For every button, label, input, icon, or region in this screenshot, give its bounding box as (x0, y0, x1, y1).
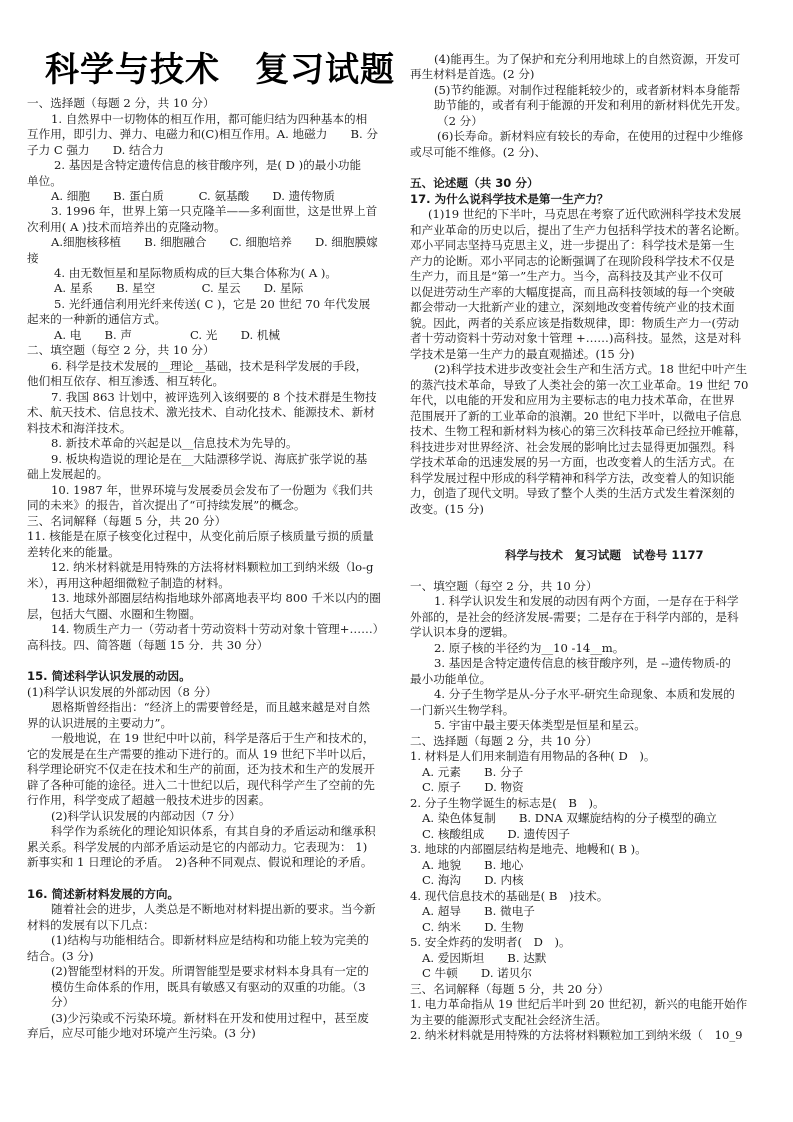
text-line: 一、填空题（每空 2 分，共 10 分） (410, 579, 598, 593)
text-line: 恩格斯曾经指出：“经济上的需要曾经是，而且越来越是对自然 (51, 700, 370, 714)
text-line: (3)少污染或不污染环境。新材料在开发和使用过程中，甚至废 (51, 1011, 369, 1025)
text-line: (4)能再生。为了保护和充分利用地球上的自然资源，开发可 (434, 52, 741, 66)
text-line: 差转化来的能量。 (27, 545, 120, 559)
text-line: 3. 基因是含特定遗传信息的核苷酸序列，是 --遗传物质-的 (434, 656, 731, 670)
text-line: 以促进劳动生产率的大幅度提高，而且高科技领域的每一个突破 (410, 285, 735, 299)
text-line: 9. 板块构造说的理论是在__大陆漂移学说、海底扩张学说的基 (51, 452, 368, 466)
text-line: 学技术是第一生产力的最直观描述。(15 分) (410, 347, 635, 361)
text-line: 单位。 (27, 174, 62, 188)
text-line: 产力的论断。邓小平同志的论断强调了在现阶段科学技术不仅是 (410, 254, 735, 268)
text-line: 接 (27, 251, 39, 265)
text-line: 3. 地球的内部圈层结构是地壳、地幔和( B )。 (410, 842, 647, 856)
text-line: 7. 我国 863 计划中，被评选列入该纲要的 8 个技术群是生物技 (51, 390, 377, 404)
text-line: 的蒸汽技术革命，导致了人类社会的第一次工业革命。19 世纪 70 (410, 378, 749, 392)
text-line: (5)节约能源。对制作过程能耗较少的，或者新材料本身能帮 (434, 83, 741, 97)
text-line: 或尽可能不维修。(2 分)、 (410, 145, 547, 159)
text-line: A. 染色体复制 B. DNA 双螺旋结构的分子模型的确立 (422, 811, 718, 825)
text-line: 学技术革命的迅速发展的另一方面，也改变着人的生活方式。在 (410, 455, 735, 469)
text-line: 6. 科学是技术发展的__理论__基础，技术是科学发展的手段， (51, 359, 368, 373)
text-line: 貌。因此，两者的关系应该是指数规律，即：物质生产力一(劳动 (410, 316, 740, 330)
text-line: 科学作为系统化的理论知识体系，有其自身的矛盾运动和继承积 (51, 824, 376, 838)
text-line: C. 核酸组成 D. 遗传因子 (422, 827, 571, 841)
text-line: 高科技。四、简答题（每题 15 分．共 30 分） (27, 638, 269, 652)
text-line: 2. 原子核的半径约为__10 -14__m。 (434, 641, 625, 655)
text-line: A. 星系 B. 星空 C. 星云 D. 星际 (54, 281, 304, 295)
text-line: 2. 基因是含特定遗传信息的核苷酸序列，是( D )的最小功能 (54, 158, 362, 172)
text-line: 3. 1996 年，世界上第一只克隆羊——多利面世，这是世界上首 (51, 204, 378, 218)
text-line: (1)19 世纪的下半叶，马克思在考察了近代欧洲科学技术发展 (428, 207, 742, 221)
text-line: 2. 纳米材料就是用特殊的方法将材料颗粒加工到纳米级（ 10_9 (410, 1028, 743, 1042)
text-line: 行作用，科学变成了超越一般技术进步的因素。 (27, 793, 271, 807)
text-line: 随着社会的进步，人类总是不断地对材料提出新的要求。当今新 (51, 902, 376, 916)
text-line: A. 电 B. 声 C. 光 D. 机械 (54, 328, 281, 342)
text-line: 2. 分子生物学诞生的标志是( B )。 (410, 796, 605, 810)
text-line: A. 超导 B. 微电子 (422, 904, 535, 918)
text-line: 科技进步对世界经济、社会发展的影响比过去显得更加强烈。科 (410, 440, 735, 454)
text-line: A. 地貌 B. 地心 (422, 858, 524, 872)
text-line: 术、航天技术、信息技术、激光技术、自动化技术、能源技术、新材 (27, 405, 375, 419)
text-line: 同的未来》的报告，首次提出了“可持续发展”的概念。 (27, 498, 306, 512)
text-line: 11. 核能是在原子核变化过程中，从变化前后原子核质量亏损的质量 (27, 529, 374, 543)
text-line: A.细胞核移植 B. 细胞融合 C. 细胞培养 D. 细胞膜嫁 (51, 235, 378, 249)
text-line: （2 分） (437, 114, 483, 128)
text-line: 1. 电力革命指从 19 世纪后半叶到 20 世纪初，新兴的电能开始作 (410, 997, 748, 1011)
text-line: (2)科学技术进步改变社会生产和生活方式。18 世纪中叶产生 (434, 362, 748, 376)
text-line: 都会带动一大批新产业的建立，深刻地改变着传统产业的技术面 (410, 300, 735, 314)
text-line: 最小功能单位。 (410, 672, 492, 686)
text-line: 分） (51, 995, 75, 1009)
text-line: C. 纳米 D. 生物 (422, 920, 524, 934)
text-line: C. 海沟 D. 内核 (422, 873, 524, 887)
text-line: 互作用，即引力、弹力、电磁力和(C)相互作用。A. 地磁力 B. 分 (27, 127, 378, 141)
text-line: 一、选择题（每题 2 分，共 10 分） (27, 96, 215, 110)
text-line: 4. 由无数恒星和星际物质构成的巨大集合体称为( A )。 (54, 266, 338, 280)
text-line: 二、选择题（每题 2 分，共 10 分） (410, 734, 598, 748)
text-line: 改变。(15 分) (410, 502, 484, 516)
text-line: 5. 安全炸药的发明者( D )。 (410, 935, 571, 949)
text-line: 弃后，应尽可能少地对环境产生污染。(3 分) (27, 1026, 256, 1040)
text-line: 8. 新技术革命的兴起是以__信息技术为先导的。 (51, 436, 298, 450)
text-line: 1. 自然界中一切物体的相互作用，都可能归结为四种基本的相 (51, 112, 368, 126)
text-line: (1)结构与功能相结合。即新材料应是结构和功能上较为完美的 (51, 933, 369, 947)
text-line: 5. 宇宙中最主要天体类型是恒星和星云。 (434, 718, 646, 732)
heading-line: 五、论述题（共 30 分） (410, 176, 539, 190)
text-line: 料技术和海洋技术。 (27, 421, 132, 435)
text-line: 学认识本身的逻辑。 (410, 625, 515, 639)
text-line: A. 爱因斯坦 B. 达默 (422, 951, 547, 965)
text-line: 米），再用这种超细微粒子制造的材料。 (27, 576, 230, 590)
text-line: 范围展开了新的工业革命的浪潮。20 世纪下半叶，以微电子信息 (410, 409, 742, 423)
text-line: (1)科学认识发展的外部动因（8 分） (27, 685, 217, 699)
text-line: 者十劳动资料十劳动对象十管理 +……)高科技。显然，这是对科 (410, 331, 741, 345)
text-line: C. 原子 D. 物资 (422, 780, 524, 794)
text-line: 结合。(3 分) (27, 949, 94, 963)
text-line: 他们相互依存、相互渗透、相互转化。 (27, 374, 225, 388)
text-line: 1. 科学认识发生和发展的动因有两个方面，一是存在于科学 (434, 594, 739, 608)
text-line: 材料的发展有以下几点： (27, 918, 155, 932)
text-line: 4. 分子生物学是从-分子水平-研究生命现象、本质和发展的 (434, 687, 735, 701)
heading-line: 科学与技术 复习试题 试卷号 1177 (505, 548, 704, 562)
text-line: 13. 地球外部圈层结构指地球外部离地表平均 800 千米以内的圈 (51, 591, 381, 605)
text-line: 起来的一种新的通信方式。 (27, 312, 167, 326)
text-line: 12. 纳米材料就是用特殊的方法将材料颗粒加工到纳米级（lo-g (51, 560, 374, 574)
text-line: 新事实和 1 日理论的矛盾。 2)各种不同观点、假说和理论的矛盾。 (27, 855, 373, 869)
page-title: 科学与技术 复习试题 (45, 50, 395, 90)
text-line: 二、填空题（每空 2 分，共 10 分） (27, 343, 215, 357)
heading-line: 16. 简述新材料发展的方向。 (27, 887, 180, 901)
text-line: 技术、生物工程和新材料为核心的第三次科技革命已经拉开帷幕， (410, 424, 747, 438)
text-line: (2)智能型材料的开发。所谓智能型是要求材料本身具有一定的 (51, 964, 369, 978)
text-line: 邓小平同志坚持马克思主义，进一步提出了：科学技术是第一生 (410, 238, 735, 252)
text-line: 科学发展过程中形成的科学精神和科学方法，改变着人的知识能 (410, 471, 735, 485)
text-line: 科学理论研究不仅走在技术和生产的前面，还为技术和生产的发展开 (27, 762, 375, 776)
text-line: 界的认识进展的主要动力”。 (27, 716, 173, 730)
text-line: 子力 C 强力 D. 结合力 (27, 143, 164, 157)
text-line: A. 细胞 B. 蛋白质 C. 氨基酸 D. 遗传物质 (51, 189, 335, 203)
text-line: 三、名词解释（每题 5 分，共 20 分） (410, 982, 610, 996)
text-line: 础上发展起的。 (27, 467, 109, 481)
text-line: 助节能的，或者有利于能源的开发和利用的新材料优先开发。 (434, 98, 748, 112)
text-line: (6)长寿命。新材料应有较长的寿命，在使用的过程中少维修 (437, 129, 744, 143)
text-line: 10. 1987 年，世界环境与发展委员会发布了一份题为《我们共 (51, 483, 373, 497)
text-line: 生产力，而且是“第一”生产力。当今，高科技及其产业不仅可 (410, 269, 724, 283)
text-line: 1. 材料是人们用来制造有用物品的各种( D )。 (410, 749, 656, 763)
heading-line: 15. 简述科学认识发展的动因。 (27, 669, 191, 683)
text-line: 它的发展是在生产需要的推动下进行的。而从 19 世纪下半叶以后， (27, 747, 374, 761)
text-line: A. 元素 B. 分子 (422, 765, 524, 779)
text-line: 14. 物质生产力一（劳动者十劳动资料十劳动对象十管理+……） (51, 622, 385, 636)
text-line: 4. 现代信息技术的基础是( B )技术。 (410, 889, 609, 903)
text-line: 一门新兴生物学科。 (410, 703, 515, 717)
text-line: 累关系。科学发展的内部矛盾运动是它的内部动力。它表现为： 1) (27, 840, 368, 854)
text-line: 和产业革命的历史以后，提出了生产力包括科学技术的著名论断。 (410, 223, 747, 237)
text-line: 再生材料是首选。(2 分) (410, 67, 535, 81)
text-line: 模仿生命体系的作用，既具有敏感又有驱动的双重的功能。（3 (51, 980, 366, 994)
text-line: 一般地说，在 19 世纪中叶以前，科学是落后于生产和技术的， (51, 731, 375, 745)
text-line: 三、名词解释（每题 5 分，共 20 分） (27, 514, 227, 528)
text-line: (2)科学认识发展的内部动因（7 分） (51, 809, 241, 823)
text-line: 年代，以电能的开发和应用为主要标志的电力技术革命，在世界 (410, 393, 735, 407)
text-line: 层，包括大气圈、水圈和生物圈。 (27, 607, 201, 621)
text-line: 力，创造了现代文明。导致了整个人类的生活方式发生着深刻的 (410, 486, 735, 500)
heading-line: 17. 为什么说科学技术是第一生产力？ (410, 192, 609, 206)
text-line: 为主要的能源形式支配社会经济生活。 (410, 1013, 608, 1027)
text-line: C 牛顿 D. 诺贝尔 (422, 966, 532, 980)
text-line: 5. 光纤通信利用光纤来传送( C )，它是 20 世纪 70 年代发展 (54, 297, 371, 311)
text-line: 次利用( A )技术而培养出的克隆动物。 (27, 220, 226, 234)
text-line: 辟了各种可能的途径。进入二十世纪以后，现代科学产生了空前的先 (27, 778, 375, 792)
text-line: 外部的，是社会的经济发展-需要；二是存在于科学内部的，是科 (410, 610, 739, 624)
